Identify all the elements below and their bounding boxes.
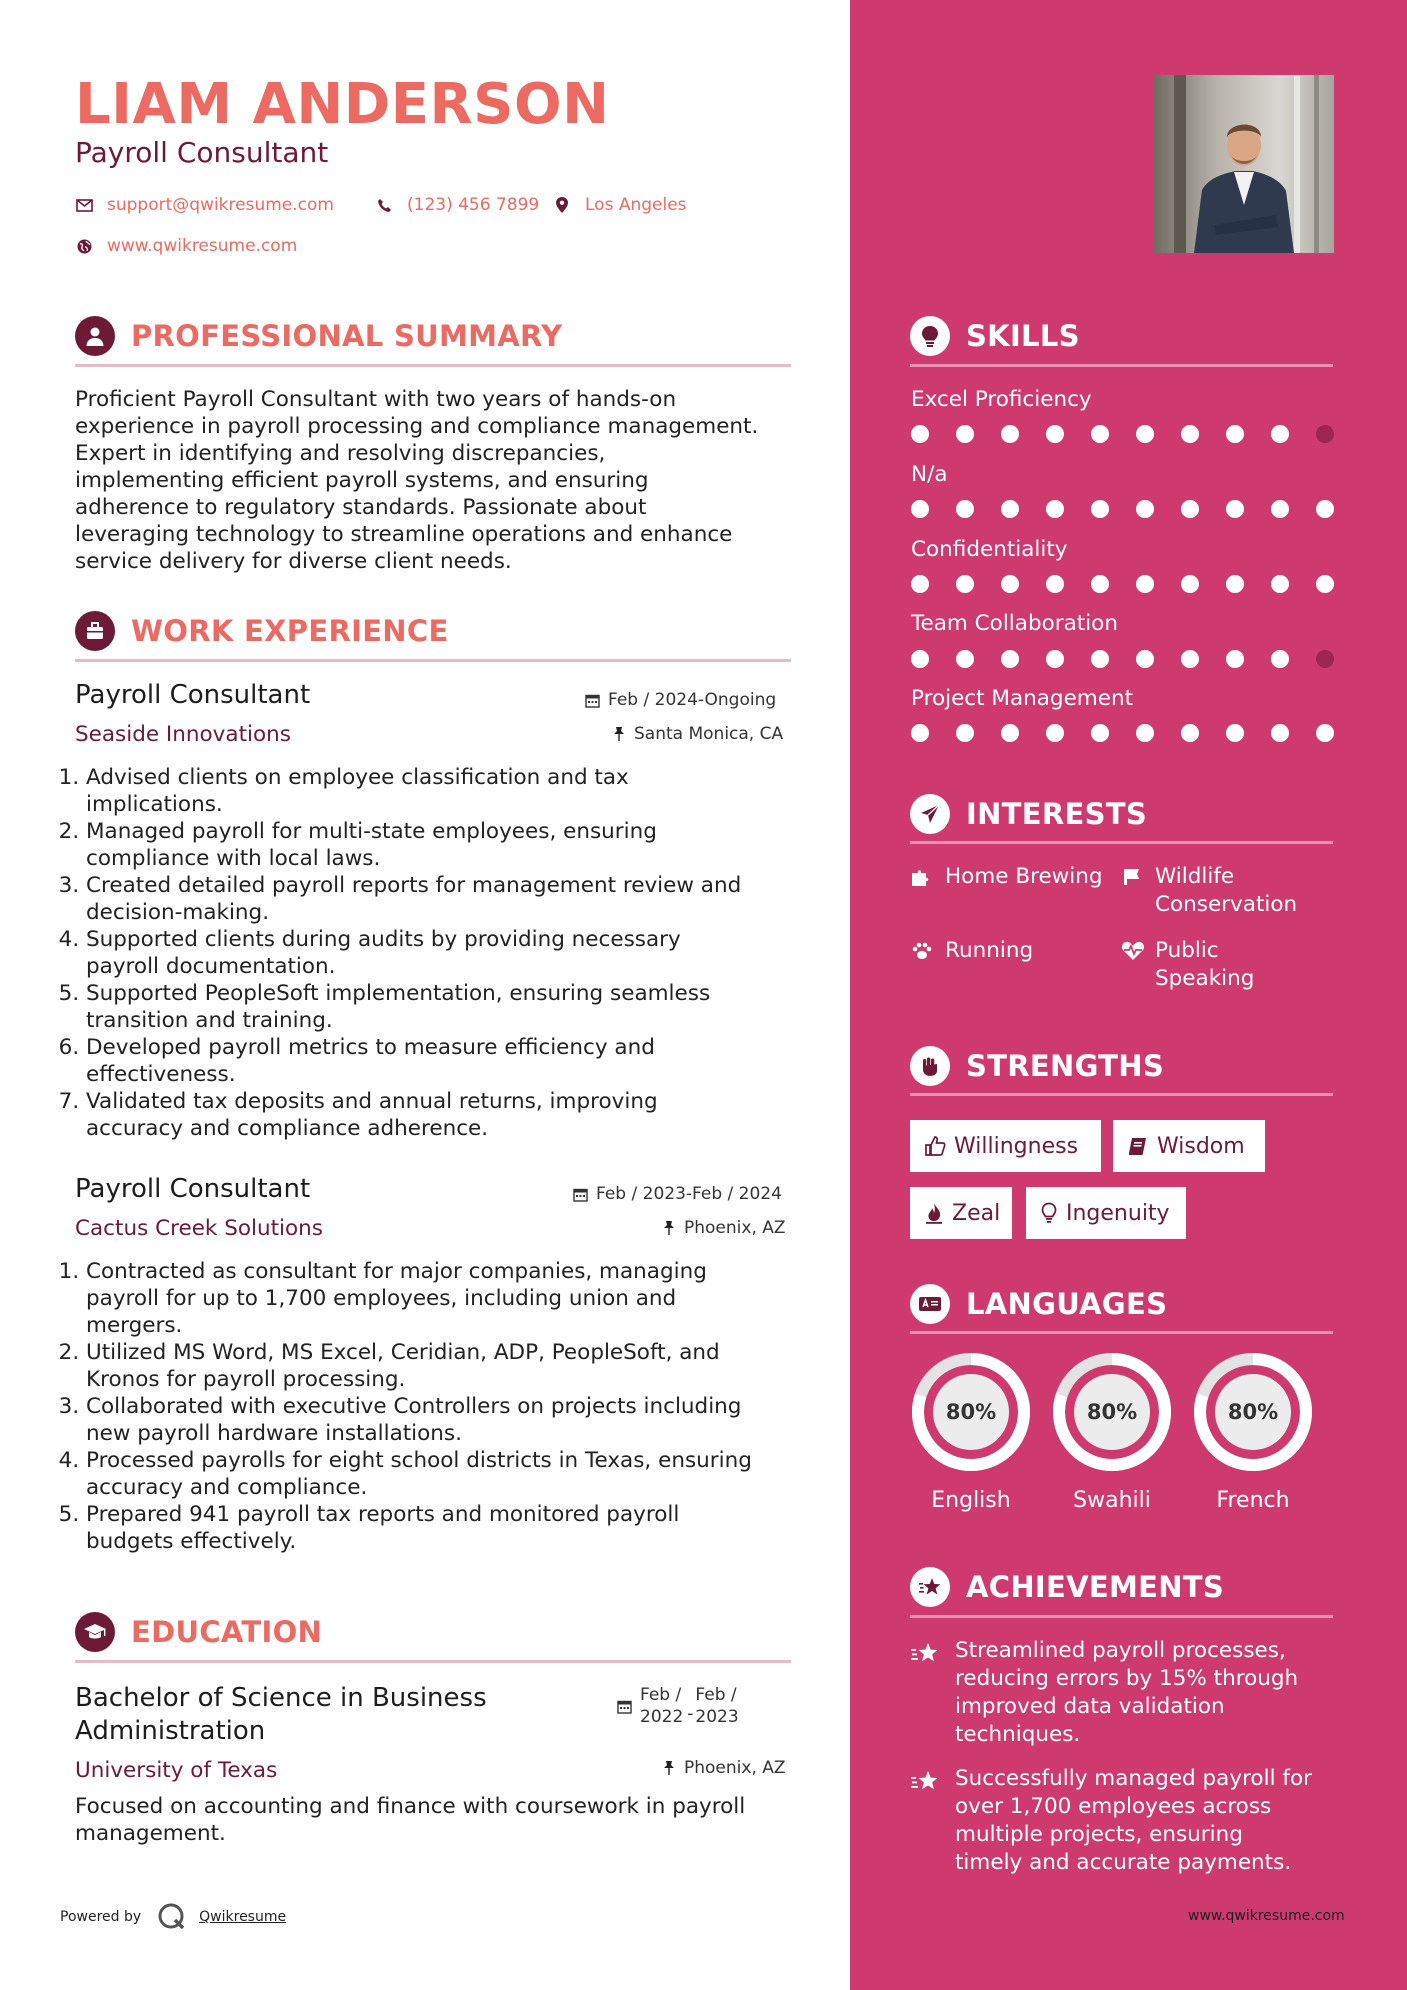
calendar-icon [573,1187,588,1202]
job-location [662,1218,786,1238]
star-burst-icon [910,1637,940,1749]
rating-dot-filled [1091,724,1109,742]
skill-rating [911,650,1361,668]
education-dates [617,1684,739,1728]
list-item: 2. Managed payroll for multi-state employees, ensuring compliance with local laws. [86,818,838,872]
rating-dot-filled [1271,500,1289,518]
strengths-title: STRENGTHS [966,1049,1165,1083]
rating-dot-filled [1181,724,1199,742]
pin-icon [662,1760,676,1776]
summary-line: adherence to regulatory standards. Passionate about [75,495,647,520]
lightbulb-icon [910,316,950,356]
summary-line: implementing efficient payroll systems, and ensuring [75,468,649,493]
flag-icon [1121,863,1149,919]
education-location-text: Phoenix, AZ [684,1758,786,1778]
strength-label: Zeal [952,1200,1001,1226]
skill-name: Project Management [911,686,1134,711]
list-item: 5. Prepared 941 payroll tax reports and monitored payroll budgets effectively. [86,1501,838,1555]
list-item: 6. Developed payroll metrics to measure efficiency and effectiveness. [86,1034,838,1088]
strength-chip [910,1187,1012,1239]
rating-dot-filled [911,724,929,742]
skill-name: Excel Proficiency [911,387,1092,412]
rating-dot-filled [911,575,929,593]
job-dates-text: Feb / 2023-Feb / 2024 [596,1184,782,1204]
job-location [612,724,783,744]
rating-dot-filled [1136,575,1154,593]
contact-phone[interactable] [375,195,539,215]
strength-label: Willingness [954,1133,1079,1159]
interest-label: Public Speaking [1155,938,1255,991]
phone-icon [375,196,393,214]
rating-dot-filled [1271,650,1289,668]
pin-icon [612,726,626,742]
rating-dot-filled [1046,500,1064,518]
powered-by-label: Powered by [60,1909,142,1925]
list-item: 2. Utilized MS Word, MS Excel, Ceridian, ADP, PeopleSoft, and Kronos for payroll processing. [86,1339,838,1393]
fire-icon [924,1202,944,1224]
job-bullets [68,1258,838,1555]
summary-divider [75,364,791,367]
education-desc-line: management. [75,1821,226,1846]
rating-dot-filled [1181,500,1199,518]
job-dates [573,1184,782,1204]
briefcase-icon [75,611,115,651]
summary-line: Proficient Payroll Consultant with two years of hands-on [75,387,677,412]
contact-email[interactable] [75,195,334,215]
language-name: English [931,1488,1011,1513]
languages-section-header [910,1284,1167,1324]
graduation-cap-icon [75,1612,115,1652]
interest-label: Wildlife Conservation [1155,864,1298,917]
company-name: Cactus Creek Solutions [75,1216,324,1241]
degree-line: Bachelor of Science in Business [75,1683,487,1713]
achievements-divider [910,1615,1333,1618]
rating-dot-filled [1091,425,1109,443]
degree-title [75,1682,487,1748]
skill-name: Confidentiality [911,537,1068,562]
interest-item [911,937,1033,965]
language-percent: 80% [1227,1400,1279,1424]
achievements-section-header [910,1567,1224,1607]
achievement-item [910,1765,1312,1877]
experience-title: WORK EXPERIENCE [131,614,449,648]
location-text: Los Angeles [585,195,687,215]
rating-dot-empty [1316,425,1334,443]
qwikresume-logo-icon [157,1902,187,1932]
list-item: 1. Advised clients on employee classification and tax implications. [86,764,838,818]
education-date-separator: - [687,1704,694,1724]
powered-by [60,1902,286,1932]
rating-dot-filled [1226,575,1244,593]
rating-dot-filled [1271,724,1289,742]
rating-dot-filled [1136,650,1154,668]
qwikresume-link[interactable]: Qwikresume [199,1909,287,1925]
rating-dot-filled [1226,724,1244,742]
interest-label: Running [945,938,1034,963]
paper-plane-icon [910,794,950,834]
rating-dot-filled [956,724,974,742]
achievement-item [910,1637,1298,1749]
strength-chip [910,1120,1101,1172]
list-item: 3. Collaborated with executive Controllers on projects including new payroll hardware installations. [86,1393,838,1447]
rating-dot-filled [1046,724,1064,742]
skill-rating [911,425,1361,443]
rating-dot-filled [1136,724,1154,742]
job-location-text: Santa Monica, CA [634,724,784,744]
list-item: 4. Supported clients during audits by providing necessary payroll documentation. [86,926,838,980]
list-item: 1. Contracted as consultant for major companies, managing payroll for up to 1,700 employees, including union and mergers. [86,1258,838,1339]
achievements-title: ACHIEVEMENTS [966,1570,1225,1604]
rating-dot-filled [1316,724,1334,742]
education-section-header [75,1612,322,1652]
translate-icon [910,1284,950,1324]
job-dates-text: Feb / 2024-Ongoing [608,690,777,710]
interests-title: INTERESTS [966,797,1148,831]
experience-divider [75,659,791,662]
rating-dot-filled [1001,650,1019,668]
puzzle-icon [911,863,939,891]
job-bullets [68,764,838,1142]
rating-dot-filled [1181,650,1199,668]
paw-icon [911,937,939,965]
job-title: Payroll Consultant [75,680,311,710]
map-pin-icon [553,196,571,214]
candidate-name: LIAM ANDERSON [75,72,610,137]
education-divider [75,1660,791,1663]
star-burst-icon [910,1765,940,1877]
achievement-text: Successfully managed payroll for over 1,700 employees across multiple projects, ensuring timely and accurate payments. [955,1766,1312,1875]
rating-dot-filled [1181,425,1199,443]
rating-dot-filled [1001,575,1019,593]
job-dates [585,690,776,710]
rating-dot-filled [1046,425,1064,443]
thumbs-up-icon [924,1135,946,1157]
footer-website[interactable]: www.qwikresume.com [1188,1908,1345,1924]
heartbeat-icon [1121,937,1149,993]
rating-dot-filled [1091,650,1109,668]
strengths-section-header [910,1046,1164,1086]
languages-divider [910,1331,1333,1334]
lightbulb-outline-icon [1040,1202,1058,1224]
rating-dot-filled [1136,425,1154,443]
rating-dot-filled [1226,500,1244,518]
rating-dot-filled [956,575,974,593]
rating-dot-filled [911,425,929,443]
contact-website[interactable] [75,236,297,256]
school-name: University of Texas [75,1758,278,1783]
rating-dot-filled [1091,500,1109,518]
education-start-date: Feb / 2022 [640,1685,684,1727]
rating-dot-filled [1271,575,1289,593]
experience-section-header [75,611,449,651]
rating-dot-filled [956,425,974,443]
summary-title: PROFESSIONAL SUMMARY [131,319,563,353]
strength-chip [1113,1120,1265,1172]
degree-line: Administration [75,1716,266,1746]
summary-line: Expert in identifying and resolving discrepancies, [75,441,606,466]
interests-section-header [910,794,1147,834]
rating-dot-filled [1001,724,1019,742]
education-title: EDUCATION [131,1615,323,1649]
pin-icon [662,1220,676,1236]
rating-dot-filled [1271,425,1289,443]
rating-dot-filled [1091,575,1109,593]
summary-line: experience in payroll processing and compliance management. [75,414,759,439]
list-item: 7. Validated tax deposits and annual returns, improving accuracy and compliance adherence. [86,1088,838,1142]
job-title: Payroll Consultant [75,1174,311,1204]
rating-dot-filled [1001,500,1019,518]
interest-item [1121,937,1254,993]
language-name: Swahili [1073,1488,1151,1513]
strength-label: Ingenuity [1066,1200,1170,1226]
phone-text: (123) 456 7899 [407,195,540,215]
skill-rating [911,500,1361,518]
rating-dot-filled [1181,575,1199,593]
rating-dot-filled [956,650,974,668]
skill-rating [911,724,1361,742]
skill-rating [911,575,1361,593]
education-location [662,1758,786,1778]
company-name: Seaside Innovations [75,722,291,747]
contact-location [553,195,687,215]
summary-line: service delivery for diverse client needs. [75,549,512,574]
star-burst-icon [910,1567,950,1607]
rating-dot-filled [1136,500,1154,518]
interest-label: Home Brewing [945,864,1103,889]
summary-section-header [75,316,562,356]
language-name: French [1216,1488,1290,1513]
education-description [75,1793,835,1847]
interest-item [911,863,1103,891]
strengths-divider [910,1093,1333,1096]
calendar-icon [585,693,600,708]
rating-dot-filled [1316,500,1334,518]
rating-dot-filled [1001,425,1019,443]
strength-chip [1026,1187,1186,1239]
list-item: 3. Created detailed payroll reports for management review and decision-making. [86,872,838,926]
list-item: 4. Processed payrolls for eight school districts in Texas, ensuring accuracy and compliance. [86,1447,838,1501]
skills-divider [910,364,1333,367]
profile-photo [1154,75,1334,253]
envelope-icon [75,196,93,214]
job-location-text: Phoenix, AZ [684,1218,786,1238]
user-icon [75,316,115,356]
language-percent: 80% [945,1400,997,1424]
summary-line: leveraging technology to streamline operations and enhance [75,522,733,547]
summary-text [75,386,835,575]
education-desc-line: Focused on accounting and finance with coursework in payroll [75,1794,746,1819]
list-item: 5. Supported PeopleSoft implementation, ensuring seamless transition and training. [86,980,838,1034]
rating-dot-filled [911,500,929,518]
globe-icon [75,237,93,255]
rating-dot-filled [1226,425,1244,443]
fist-icon [910,1046,950,1086]
rating-dot-filled [956,500,974,518]
skill-name: N/a [911,462,948,487]
language-percent: 80% [1086,1400,1138,1424]
website-text: www.qwikresume.com [107,236,298,256]
rating-dot-filled [911,650,929,668]
achievement-text: Streamlined payroll processes, reducing errors by 15% through improved data validation techniques. [955,1638,1299,1747]
interests-divider [910,841,1333,844]
rating-dot-filled [1316,575,1334,593]
rating-dot-empty [1316,650,1334,668]
interest-item [1121,863,1297,919]
education-end-date: Feb / 2023 [695,1685,739,1727]
languages-title: LANGUAGES [966,1287,1168,1321]
email-text: support@qwikresume.com [107,195,334,215]
calendar-icon [617,1699,632,1714]
book-icon [1127,1136,1149,1156]
rating-dot-filled [1046,575,1064,593]
skills-title: SKILLS [966,319,1080,353]
candidate-role: Payroll Consultant [75,136,329,169]
rating-dot-filled [1046,650,1064,668]
skills-section-header [910,316,1080,356]
skill-name: Team Collaboration [911,611,1118,636]
rating-dot-filled [1226,650,1244,668]
strength-label: Wisdom [1157,1133,1245,1159]
